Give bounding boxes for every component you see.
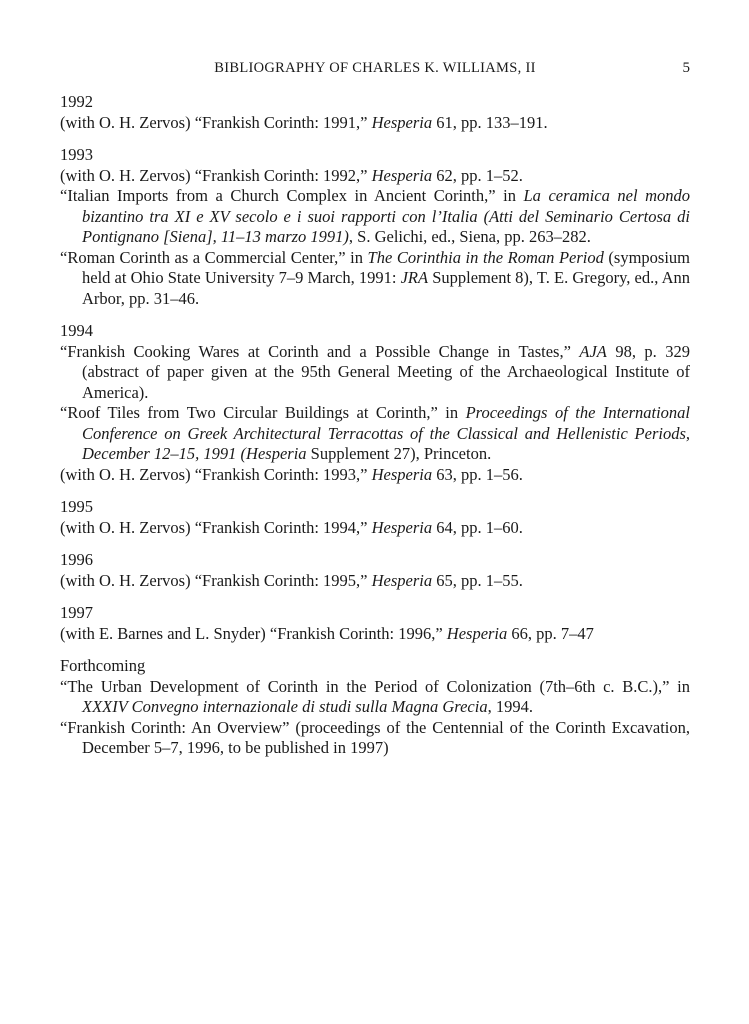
entry-italic-text: Hesperia — [371, 517, 433, 537]
entry-text: “Frankish Corinth: An Overview” (proceedings of the Centennial of the Corinth Excavation, December 5–7, 1996, to be published in 1997) — [60, 717, 690, 757]
entry-text: 63, pp. 1–56. — [432, 464, 523, 484]
bibliography-entry — [60, 113, 690, 134]
year-block — [60, 550, 690, 591]
entry-italic-text: Hesperia — [371, 112, 433, 132]
entry-text: (with O. H. Zervos) “Frankish Corinth: 1993,” — [60, 464, 372, 484]
bibliography-entry — [60, 518, 690, 539]
year-heading: 1992 — [60, 92, 93, 111]
bibliography-entry — [60, 571, 690, 592]
entry-text: “The Urban Development of Corinth in the Period of Colonization (7th–6th c. B.C.),” in — [60, 676, 690, 696]
entry-text: , S. Gelichi, ed., Siena, pp. 263–282. — [348, 227, 591, 246]
bibliography-entry — [60, 403, 690, 465]
bibliography-list — [60, 92, 690, 771]
entry-text: 62, pp. 1–52. — [432, 165, 523, 185]
entry-text: Supplement 8), T. E. Gregory, ed., Ann Arbor, pp. 31–46. — [82, 268, 690, 308]
year-block — [60, 603, 690, 644]
bibliography-entry — [60, 342, 690, 404]
bibliography-entry — [60, 465, 690, 486]
running-title: BIBLIOGRAPHY OF CHARLES K. WILLIAMS, II — [214, 60, 536, 76]
running-head — [60, 60, 690, 80]
entry-text: (with E. Barnes and L. Snyder) “Frankish Corinth: 1996,” — [60, 623, 447, 643]
year-heading: 1993 — [60, 145, 93, 164]
year-block — [60, 321, 690, 485]
entry-text: 61, pp. 133–191. — [432, 112, 548, 132]
bibliography-entry — [60, 186, 690, 248]
entry-text: , 1994. — [487, 697, 533, 716]
year-block — [60, 656, 690, 759]
year-block — [60, 92, 690, 133]
entry-text: (with O. H. Zervos) “Frankish Corinth: 1992,” — [60, 165, 372, 185]
entry-text: (with O. H. Zervos) “Frankish Corinth: 1991,” — [60, 112, 372, 132]
entry-italic-text: Proceedings of the International Conference on Greek Architectural Terracottas of the Classical and Hellenistic Periods, December 12–15, 1991 (Hesperia — [82, 403, 691, 463]
entry-text: (with O. H. Zervos) “Frankish Corinth: 1994,” — [60, 517, 372, 537]
entry-text: 64, pp. 1–60. — [432, 517, 523, 537]
bibliography-entry — [60, 624, 690, 645]
entry-italic-text: AJA — [579, 341, 607, 361]
bibliography-entry — [60, 166, 690, 187]
page-number: 5 — [682, 60, 690, 76]
entry-italic-text: Hesperia — [371, 464, 433, 484]
entry-italic-text: Hesperia — [446, 623, 508, 643]
year-heading: Forthcoming — [60, 656, 146, 675]
entry-text: “Roof Tiles from Two Circular Buildings at Corinth,” in — [60, 403, 466, 422]
year-heading: 1997 — [60, 603, 93, 622]
entry-text: “Italian Imports from a Church Complex in Ancient Corinth,” in — [60, 186, 524, 205]
year-heading: 1994 — [60, 321, 93, 340]
entry-text: “Roman Corinth as a Commercial Center,” in — [60, 247, 368, 267]
entry-italic-text: The Corinthia in the Roman Period — [367, 247, 604, 267]
entry-italic-text: XXXIV Convegno internazionale di studi sulla Magna Grecia — [82, 697, 488, 716]
entry-text: (with O. H. Zervos) “Frankish Corinth: 1995,” — [60, 570, 372, 590]
year-heading: 1995 — [60, 497, 93, 516]
bibliography-entry — [60, 248, 690, 310]
entry-text: Supplement 27), Princeton. — [306, 444, 492, 463]
entry-italic-text: JRA — [400, 268, 429, 287]
entry-text: “Frankish Cooking Wares at Corinth and a Possible Change in Tastes,” — [60, 341, 580, 361]
bibliography-entry — [60, 677, 690, 718]
entry-text: (symposium held at Ohio State University 7–9 March, 1991: — [82, 247, 691, 287]
entry-italic-text: Hesperia — [371, 570, 433, 590]
entry-text: 98, p. 329 (abstract of paper given at the 95th General Meeting of the Archaeological Institute of America). — [82, 341, 690, 402]
year-heading: 1996 — [60, 550, 93, 569]
year-block — [60, 145, 690, 309]
entry-text: 66, pp. 7–47 — [507, 623, 594, 643]
entry-text: 65, pp. 1–55. — [432, 570, 523, 590]
entry-italic-text: La ceramica nel mondo bizantino tra XI e XV secolo e i suoi rapporti con l’Italia (Atti del Seminario Certosa di Pontignano [Siena], 11–13 marzo 1991) — [82, 186, 690, 246]
year-block — [60, 497, 690, 538]
bibliography-entry — [60, 718, 690, 759]
entry-italic-text: Hesperia — [371, 165, 433, 185]
